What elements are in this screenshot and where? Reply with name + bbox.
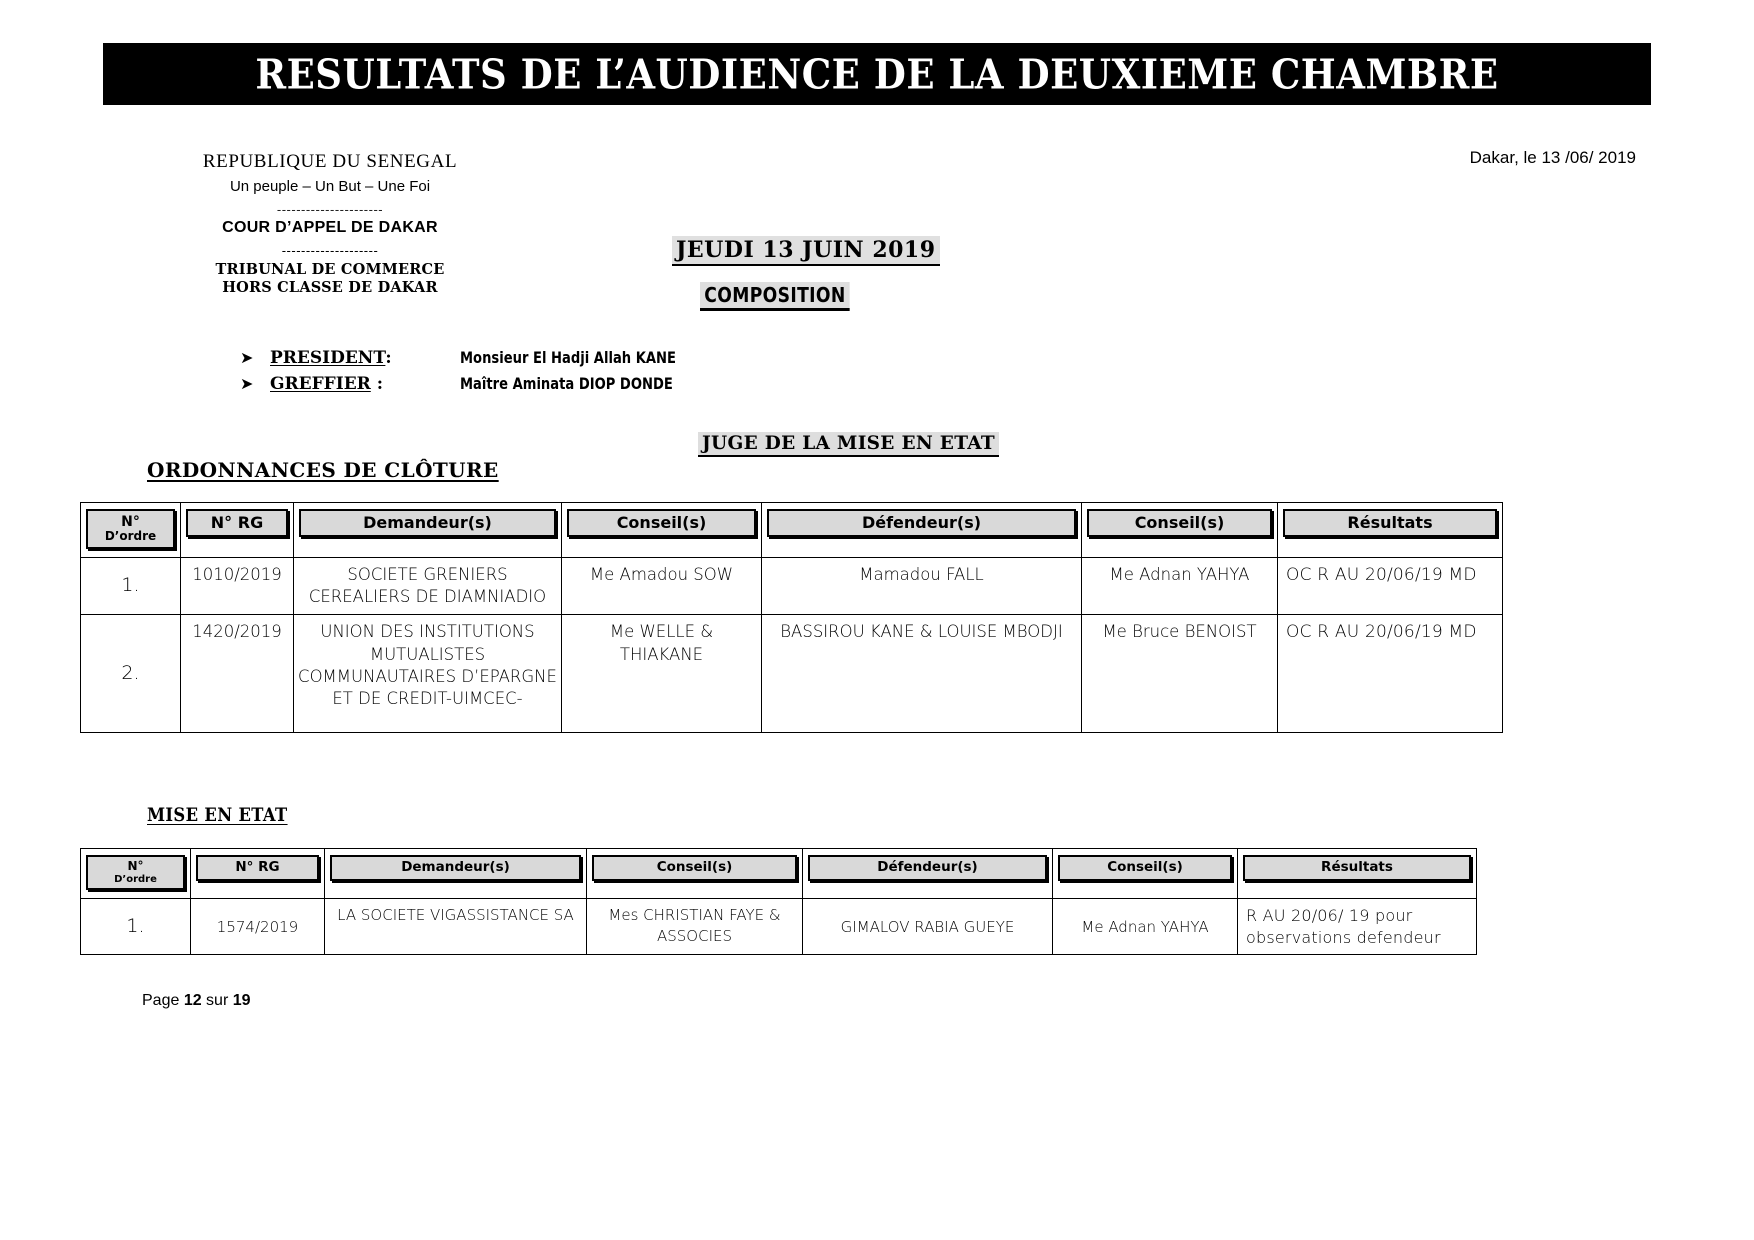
table-row [81, 557, 1503, 615]
cell-resultats: OC R AU 20/06/19 MD [1278, 557, 1503, 615]
column-header-n-ordre-box [86, 509, 175, 549]
column-header-conseils-defendeur [1053, 849, 1238, 899]
cell-conseils-defendeur: Me Bruce BENOIST [1082, 615, 1278, 733]
cell-defendeurs: BASSIROU KANE & LOUISE MBODJI [762, 615, 1082, 733]
column-header-demandeurs-box: Demandeur(s) [330, 855, 581, 881]
column-header-n-ordre-main: N° [127, 859, 144, 873]
letterhead-devise: Un peuple – Un But – Une Foi [229, 177, 431, 195]
column-header-demandeurs [325, 849, 587, 899]
column-header-resultats [1238, 849, 1477, 899]
column-header-n-rg [191, 849, 325, 899]
cell-n-rg: 1010/2019 [181, 557, 294, 615]
composition-role-greffier [270, 374, 460, 394]
document-banner [103, 43, 1651, 105]
column-header-n-rg [181, 503, 294, 558]
banner-title: RESULTATS DE L’AUDIENCE DE LA DEUXIEME CHAMBRE [255, 49, 1499, 99]
composition-role-president [270, 348, 460, 368]
letterhead-separator-1: ---------------------- [276, 202, 384, 218]
column-header-defendeurs [803, 849, 1053, 899]
column-header-conseils-demandeur-box: Conseil(s) [567, 509, 756, 537]
cell-n-ordre: 1. [81, 557, 181, 615]
column-header-defendeurs-box: Défendeur(s) [808, 855, 1047, 881]
column-header-n-ordre-sub: D’ordre [104, 529, 157, 544]
column-header-n-ordre-box [86, 855, 185, 890]
cell-conseils-demandeur: Mes CHRISTIAN FAYE & ASSOCIES [587, 899, 803, 955]
footer-middle: sur [201, 992, 233, 1009]
composition-role-greffier-colon: : [370, 374, 383, 394]
section-title-mise-en-etat: MISE EN ETAT [147, 804, 288, 826]
cell-n-rg: 1574/2019 [191, 899, 325, 955]
composition-row-greffier [240, 374, 1140, 400]
letterhead-republique: REPUBLIQUE DU SENEGAL [202, 151, 458, 172]
cell-conseils-defendeur: Me Adnan YAHYA [1053, 899, 1238, 955]
composition-row-president [240, 348, 1140, 374]
page-footer [142, 992, 251, 1010]
document-date: Dakar, le 13 /06/ 2019 [1469, 148, 1636, 167]
cell-n-ordre: 1. [81, 899, 191, 955]
column-header-n-ordre-main: N° [121, 514, 140, 530]
column-header-n-rg-box: N° RG [196, 855, 319, 881]
cell-defendeurs: GIMALOV RABIA GUEYE [803, 899, 1053, 955]
column-header-demandeurs-box: Demandeur(s) [299, 509, 556, 537]
column-header-n-rg-box: N° RG [186, 509, 288, 537]
cell-n-rg: 1420/2019 [181, 615, 294, 733]
column-header-resultats-box: Résultats [1243, 855, 1471, 881]
composition-role-president-colon: : [385, 348, 392, 368]
column-header-n-ordre [81, 849, 191, 899]
footer-total-pages: 19 [232, 992, 251, 1009]
composition-name-greffier: Maître Aminata DIOP DONDE [460, 374, 673, 393]
cell-conseils-demandeur: Me WELLE & THIAKANE [562, 615, 762, 733]
column-header-resultats [1278, 503, 1503, 558]
column-header-n-ordre-sub: D’ordre [114, 873, 157, 885]
juge-mise-en-etat-heading: JUGE DE LA MISE EN ETAT [698, 432, 999, 457]
cell-conseils-demandeur: Me Amadou SOW [562, 557, 762, 615]
column-header-conseils-defendeur-box: Conseil(s) [1087, 509, 1272, 537]
table-mise-en-etat [80, 848, 1477, 955]
cell-resultats: R AU 20/06/ 19 pour observations defendeur [1238, 899, 1477, 955]
composition-role-president-label: PRESIDENT [270, 348, 386, 368]
letterhead-tribunal-line-1: TRIBUNAL DE COMMERCE [215, 261, 445, 279]
column-header-n-ordre [81, 503, 181, 558]
composition-name-president: Monsieur El Hadji Allah KANE [460, 348, 676, 367]
hearing-date-heading: JEUDI 13 JUIN 2019 [672, 236, 940, 266]
arrow-bullet-icon: ➤ [240, 374, 254, 393]
letterhead [120, 150, 540, 298]
letterhead-tribunal-line-2: HORS CLASSE DE DAKAR [222, 279, 438, 297]
composition-role-greffier-label: GREFFIER [270, 374, 371, 394]
column-header-conseils-defendeur-box: Conseil(s) [1058, 855, 1232, 881]
letterhead-cour-appel: COUR D’APPEL DE DAKAR [222, 219, 438, 237]
column-header-defendeurs [762, 503, 1082, 558]
table-row [81, 615, 1503, 733]
cell-defendeurs: Mamadou FALL [762, 557, 1082, 615]
cell-demandeurs: LA SOCIETE VIGASSISTANCE SA [325, 899, 587, 955]
cell-conseils-defendeur: Me Adnan YAHYA [1082, 557, 1278, 615]
composition-heading: COMPOSITION [700, 282, 850, 311]
arrow-bullet-icon: ➤ [240, 348, 254, 367]
column-header-conseils-demandeur [562, 503, 762, 558]
cell-n-ordre: 2. [81, 615, 181, 733]
column-header-conseils-demandeur [587, 849, 803, 899]
column-header-conseils-defendeur [1082, 503, 1278, 558]
column-header-defendeurs-box: Défendeur(s) [767, 509, 1076, 537]
cell-demandeurs: SOCIETE GRENIERS CEREALIERS DE DIAMNIADIO [294, 557, 562, 615]
table-header-row [81, 849, 1477, 899]
composition-list [240, 348, 1140, 400]
cell-demandeurs: UNION DES INSTITUTIONS MUTUALISTES COMMUNAUTAIRES D’EPARGNE ET DE CREDIT-UIMCEC- [294, 615, 562, 733]
cell-resultats: OC R AU 20/06/19 MD [1278, 615, 1503, 733]
section-title-ordonnances: ORDONNANCES DE CLÔTURE [147, 458, 499, 482]
footer-prefix: Page [142, 992, 184, 1009]
column-header-resultats-box: Résultats [1283, 509, 1497, 537]
table-row [81, 899, 1477, 955]
column-header-demandeurs [294, 503, 562, 558]
column-header-conseils-demandeur-box: Conseil(s) [592, 855, 797, 881]
letterhead-separator-2: -------------------- [281, 243, 379, 259]
table-ordonnances-de-cloture [80, 502, 1503, 733]
table-header-row [81, 503, 1503, 558]
footer-page-number: 12 [183, 992, 202, 1009]
